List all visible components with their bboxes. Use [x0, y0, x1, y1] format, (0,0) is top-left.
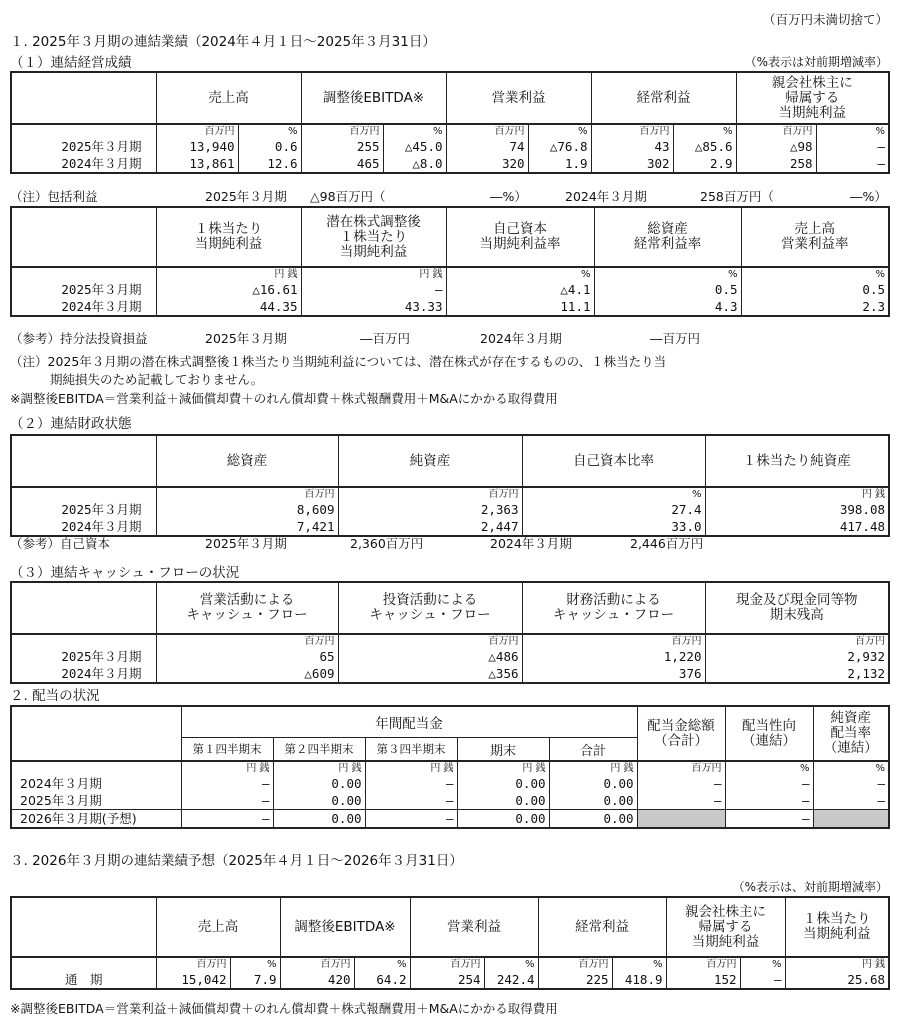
unit: % — [446, 267, 594, 281]
table-row — [11, 518, 889, 536]
header-operating-income: 営業利益 — [410, 897, 538, 957]
note-year: 2024年３月期 — [480, 331, 562, 346]
cell: ― — [365, 792, 457, 810]
unit: 百万円 — [156, 124, 238, 138]
cell: 43 — [591, 138, 673, 155]
header-ordinary-income: 経常利益 — [538, 897, 666, 957]
unit: % — [813, 761, 889, 775]
section-2-title: ２. 配当の状況 — [10, 688, 100, 704]
header-doe: 純資産 配当率 （連結） — [813, 706, 889, 761]
cell: ― — [725, 775, 813, 792]
cell: 13,940 — [156, 138, 238, 155]
cell: 15,042 — [156, 971, 230, 989]
cell: 0.00 — [457, 810, 549, 829]
note-value: ―百万円 — [650, 331, 701, 346]
section-3-title: ３. 2026年３月期の連結業績予想（2025年４月１日～2026年３月31日） — [10, 853, 463, 869]
table-row — [11, 792, 889, 810]
cell: 44.35 — [156, 298, 301, 316]
table-row — [11, 281, 889, 298]
cell: △609 — [156, 665, 338, 683]
note-value: 258百万円（ — [700, 189, 774, 204]
header-roe: 自己資本 当期純利益率 — [446, 207, 594, 267]
cell: ― — [637, 792, 725, 810]
header-ordinary-income: 経常利益 — [591, 72, 736, 124]
row-label: 2024年３月期 — [11, 665, 156, 683]
cell: ― — [301, 281, 446, 298]
header-operating-margin: 売上高 営業利益率 — [741, 207, 889, 267]
cell: 7.9 — [230, 971, 280, 989]
unit: 円 銭 — [301, 267, 446, 281]
cell: ― — [637, 775, 725, 792]
cell: ― — [740, 971, 785, 989]
table-row — [11, 501, 889, 518]
cell: 74 — [446, 138, 528, 155]
cell: 65 — [156, 648, 338, 665]
header-cash-balance: 現金及び現金同等物 期末残高 — [705, 582, 889, 634]
cell: 0.00 — [549, 810, 637, 829]
cell-shaded — [813, 810, 889, 829]
cell: 242.4 — [484, 971, 538, 989]
unit: 百万円 — [591, 124, 673, 138]
row-label: 2024年３月期 — [11, 775, 181, 792]
cell: 417.48 — [705, 518, 889, 536]
cell: 0.00 — [457, 775, 549, 792]
section-1-1-title: （１）連結経営成績 — [10, 55, 132, 71]
header-sales: 売上高 — [156, 72, 301, 124]
note-value: ―百万円 — [360, 331, 411, 346]
unit: 円 銭 — [549, 761, 637, 775]
table-row — [11, 155, 889, 173]
cell: 64.2 — [354, 971, 410, 989]
section-1-1-pct-note: （%表示は対前期増減率） — [744, 55, 888, 69]
unit: % — [612, 957, 666, 971]
unit: 円 銭 — [156, 267, 301, 281]
unit: % — [740, 957, 785, 971]
unit: 百万円 — [156, 487, 338, 501]
unit: % — [816, 124, 889, 138]
cell: 465 — [301, 155, 383, 173]
unit: 百万円 — [410, 957, 484, 971]
section-3-pct-note: （%表示は、対前期増減率） — [732, 880, 888, 894]
equity-method-note — [10, 329, 701, 347]
cell: △8.0 — [383, 155, 446, 173]
note-year: 2025年３月期 — [205, 331, 287, 346]
cell-shaded — [637, 810, 725, 829]
cell: 2,132 — [705, 665, 889, 683]
header-total: 合計 — [549, 738, 637, 762]
row-label: 2025年３月期 — [11, 648, 156, 665]
cell: △486 — [338, 648, 522, 665]
header-total-assets: 総資産 — [156, 435, 338, 487]
table-row — [11, 665, 889, 683]
unit: % — [238, 124, 301, 138]
header-operating-cf: 営業活動による キャッシュ・フロー — [156, 582, 338, 634]
cell: △16.61 — [156, 281, 301, 298]
cell: 2,932 — [705, 648, 889, 665]
header-roa: 総資産 経常利益率 — [594, 207, 741, 267]
header-eps: １株当たり 当期純利益 — [785, 897, 889, 957]
financial-position-table — [10, 434, 890, 537]
cell: ― — [816, 155, 889, 173]
cell: 4.3 — [594, 298, 741, 316]
cell: 320 — [446, 155, 528, 173]
cell: 0.00 — [273, 810, 365, 829]
table-row — [11, 775, 889, 792]
cell: 0.6 — [238, 138, 301, 155]
cell: 2,363 — [338, 501, 522, 518]
cell: 25.68 — [785, 971, 889, 989]
header-total-dividend: 配当金総額 （合計） — [637, 706, 725, 761]
header-equity-ratio: 自己資本比率 — [522, 435, 705, 487]
unit: % — [741, 267, 889, 281]
cell: ― — [816, 138, 889, 155]
cell: 2,447 — [338, 518, 522, 536]
cell: △4.1 — [446, 281, 594, 298]
cell: 1,220 — [522, 648, 705, 665]
header-eps: １株当たり 当期純利益 — [156, 207, 301, 267]
cell: 7,421 — [156, 518, 338, 536]
section-1-title: １. 2025年３月期の連結業績（2024年４月１日～2025年３月31日） — [10, 34, 436, 50]
header-ebitda: 調整後EBITDA※ — [280, 897, 410, 957]
row-label: 2024年３月期 — [11, 518, 156, 536]
cash-flow-table — [10, 581, 890, 684]
note-value: △98百万円（ — [310, 189, 386, 204]
unit: 百万円 — [637, 761, 725, 775]
note-pct: ―%） — [490, 189, 527, 204]
cell: 0.5 — [741, 281, 889, 298]
header-net-income: 親会社株主に 帰属する 当期純利益 — [736, 72, 889, 124]
cell: ― — [365, 775, 457, 792]
note-year: 2025年３月期 — [205, 189, 287, 204]
cell: 255 — [301, 138, 383, 155]
section-1-3-title: （３）連結キャッシュ・フローの状況 — [10, 565, 240, 581]
note-pct: ―%） — [850, 189, 887, 204]
operating-results-table — [10, 71, 890, 174]
row-label: 2025年３月期 — [11, 281, 156, 298]
unit: 円 銭 — [457, 761, 549, 775]
table-row — [11, 810, 889, 829]
row-label: 2026年３月期(予想) — [11, 810, 181, 829]
header-diluted-eps: 潜在株式調整後 １株当たり 当期純利益 — [301, 207, 446, 267]
row-label: 通 期 — [11, 971, 156, 989]
unit: 百万円 — [736, 124, 816, 138]
header-bps: １株当たり純資産 — [705, 435, 889, 487]
cell: 11.1 — [446, 298, 594, 316]
unit: 円 銭 — [181, 761, 273, 775]
cell: 152 — [666, 971, 740, 989]
dividends-table — [10, 705, 890, 829]
cell: 420 — [280, 971, 354, 989]
cell: △45.0 — [383, 138, 446, 155]
unit: 百万円 — [705, 634, 889, 648]
header-payout-ratio: 配当性向 （連結） — [725, 706, 813, 761]
cell: △98 — [736, 138, 816, 155]
cell: 0.00 — [549, 792, 637, 810]
header-investing-cf: 投資活動による キャッシュ・フロー — [338, 582, 522, 634]
header-financing-cf: 財務活動による キャッシュ・フロー — [522, 582, 705, 634]
note-label: （参考）自己資本 — [10, 536, 111, 551]
unit: 百万円 — [666, 957, 740, 971]
unit: 百万円 — [156, 957, 230, 971]
note-label: （参考）持分法投資損益 — [10, 331, 148, 346]
note-label: （注）包括利益 — [10, 189, 98, 204]
unit: % — [528, 124, 591, 138]
cell: 12.6 — [238, 155, 301, 173]
header-sales: 売上高 — [156, 897, 280, 957]
unit: % — [354, 957, 410, 971]
header-ebitda: 調整後EBITDA※ — [301, 72, 446, 124]
section-1-2-title: （２）連結財政状態 — [10, 416, 132, 432]
unit: 百万円 — [280, 957, 354, 971]
table-row — [11, 298, 889, 316]
header-annual-dividend: 年間配当金 — [181, 706, 637, 738]
unit: 百万円 — [156, 634, 338, 648]
unit: 円 銭 — [785, 957, 889, 971]
table-row — [11, 971, 889, 989]
cell: ― — [813, 775, 889, 792]
ebitda-definition-note: ※調整後EBITDA＝営業利益＋減価償却費＋のれん償却費＋株式報酬費用＋M&Aにかかる取得費用 — [10, 391, 558, 406]
cell: 27.4 — [522, 501, 705, 518]
header-year-end: 期末 — [457, 738, 549, 762]
cell: 0.00 — [273, 775, 365, 792]
unit: 円 銭 — [705, 487, 889, 501]
row-label: 2025年３月期 — [11, 138, 156, 155]
equity-note — [10, 534, 704, 552]
unit: % — [594, 267, 741, 281]
cell: 13,861 — [156, 155, 238, 173]
diluted-eps-note: （注）2025年３月期の潜在株式調整後１株当たり当期純利益については、潜在株式が存在するものの、１株当たり当 — [10, 354, 667, 369]
unit: % — [383, 124, 446, 138]
cell: △85.6 — [673, 138, 736, 155]
table-row — [11, 648, 889, 665]
cell: 302 — [591, 155, 673, 173]
unit: 百万円 — [338, 634, 522, 648]
cell: ― — [365, 810, 457, 829]
cell: 376 — [522, 665, 705, 683]
cell: 398.08 — [705, 501, 889, 518]
header-q2: 第２四半期末 — [273, 738, 365, 762]
unit: 円 銭 — [365, 761, 457, 775]
header-q3: 第３四半期末 — [365, 738, 457, 762]
unit: % — [522, 487, 705, 501]
note-year: 2025年３月期 — [205, 536, 287, 551]
unit: 百万円 — [446, 124, 528, 138]
unit: % — [484, 957, 538, 971]
unit: % — [725, 761, 813, 775]
per-share-table — [10, 206, 890, 317]
cell: 8,609 — [156, 501, 338, 518]
unit-note: （百万円未満切捨て） — [762, 12, 888, 27]
cell: 33.0 — [522, 518, 705, 536]
cell: 225 — [538, 971, 612, 989]
cell: 418.9 — [612, 971, 666, 989]
note-value: 2,446百万円 — [630, 536, 704, 551]
note-year: 2024年３月期 — [490, 536, 572, 551]
cell: 254 — [410, 971, 484, 989]
table-row — [11, 138, 889, 155]
unit: 百万円 — [522, 634, 705, 648]
row-label: 2025年３月期 — [11, 792, 181, 810]
cell: △356 — [338, 665, 522, 683]
note-value: 2,360百万円 — [350, 536, 424, 551]
cell: ― — [725, 792, 813, 810]
forecast-table — [10, 896, 890, 990]
cell: 1.9 — [528, 155, 591, 173]
cell: △76.8 — [528, 138, 591, 155]
header-operating-income: 営業利益 — [446, 72, 591, 124]
cell: 258 — [736, 155, 816, 173]
row-label: 2024年３月期 — [11, 298, 156, 316]
unit: % — [230, 957, 280, 971]
unit: 円 銭 — [273, 761, 365, 775]
cell: ― — [181, 775, 273, 792]
row-label: 2025年３月期 — [11, 501, 156, 518]
cell: ― — [813, 792, 889, 810]
ebitda-definition-note-2: ※調整後EBITDA＝営業利益＋減価償却費＋のれん償却費＋株式報酬費用＋M&Aにかかる取得費用 — [10, 1001, 558, 1016]
cell: 0.00 — [457, 792, 549, 810]
unit: 百万円 — [301, 124, 383, 138]
cell: 2.9 — [673, 155, 736, 173]
cell: ― — [181, 810, 273, 829]
unit: 百万円 — [338, 487, 522, 501]
comprehensive-income-note — [10, 187, 887, 205]
cell: ― — [725, 810, 813, 829]
unit: 百万円 — [538, 957, 612, 971]
cell: ― — [181, 792, 273, 810]
cell: 2.3 — [741, 298, 889, 316]
cell: 0.00 — [549, 775, 637, 792]
cell: 0.5 — [594, 281, 741, 298]
row-label: 2024年３月期 — [11, 155, 156, 173]
diluted-eps-note-cont: 期純損失のため記載しておりません。 — [50, 372, 264, 387]
header-net-income: 親会社株主に 帰属する 当期純利益 — [666, 897, 785, 957]
header-q1: 第１四半期末 — [181, 738, 273, 762]
note-year: 2024年３月期 — [565, 189, 647, 204]
cell: 0.00 — [273, 792, 365, 810]
unit: % — [673, 124, 736, 138]
cell: 43.33 — [301, 298, 446, 316]
header-net-assets: 純資産 — [338, 435, 522, 487]
